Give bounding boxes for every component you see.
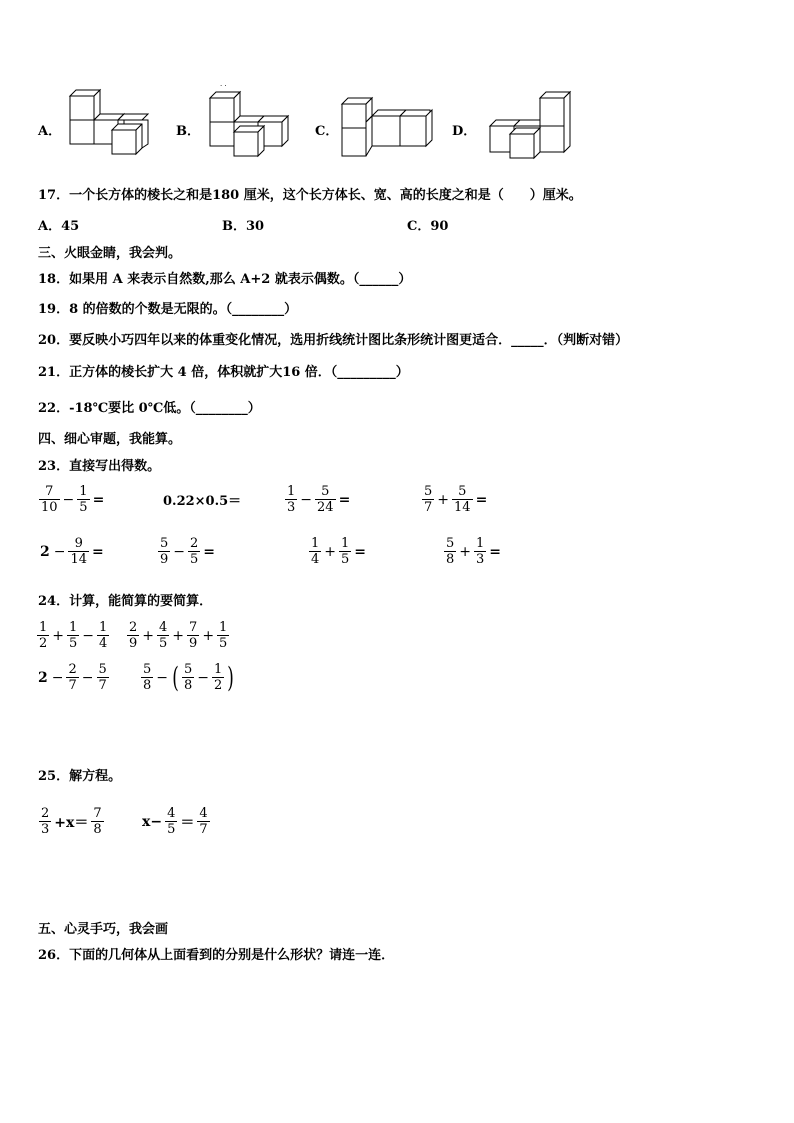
cube-figure-c [340, 96, 436, 160]
cube-figure-d [488, 90, 578, 162]
question-22: 22．-18℃要比 0℃低。（________） [38, 401, 261, 416]
q24-expr-1: $\frac{1}{2}$ + $\frac{1}{5}$ − $\frac{1}{4}$ [39, 620, 108, 651]
q17-option-a[interactable]: A．45 [38, 219, 80, 234]
question-23-title: 23．直接写出得数。 [38, 459, 161, 474]
q17-option-b[interactable]: B．30 [222, 219, 265, 234]
question-24-title: 24．计算，能简算的要简算． [38, 594, 213, 609]
cube-figure-a [62, 88, 154, 160]
option-c-label: C． [315, 124, 339, 139]
q23-expr-6: $\frac{5}{9}$ − $\frac{2}{5}$ = [160, 536, 216, 567]
q23-expr-5: 2 − $\frac{9}{14}$ = [40, 536, 104, 567]
q23-expr-8: $\frac{5}{8}$ + $\frac{1}{3}$ = [446, 536, 502, 567]
question-21: 21．正方体的棱长扩大 4 倍，体积就扩大16 倍．（_________） [38, 365, 409, 380]
option-b-label: B． [176, 124, 200, 139]
cube-figure-b [206, 80, 298, 162]
q25-equation-1: $\frac{2}{3}$ +x＝ $\frac{7}{8}$ [41, 806, 102, 837]
q23-expr-4: $\frac{5}{7}$ + $\frac{5}{14}$ = [424, 484, 488, 515]
section-3-heading: 三、火眼金睛，我会判。 [38, 246, 182, 261]
q23-expr-7: $\frac{1}{4}$ + $\frac{1}{5}$ = [311, 536, 367, 567]
option-d-label: D． [452, 124, 477, 139]
q24-expr-4: $\frac{5}{8}$ − ( $\frac{5}{8}$ − $\frac{1}{2}$ ) [143, 660, 234, 694]
q23-expr-2: 0.22×0.5＝ [163, 494, 242, 509]
section-5-heading: 五、心灵手巧，我会画 [38, 922, 169, 937]
svg-text:. .: . . [220, 80, 227, 88]
question-20: 20．要反映小巧四年以来的体重变化情况，选用折线统计图比条形统计图更适合．_____．（判断对错） [38, 333, 629, 348]
question-17: 17．一个长方体的棱长之和是180 厘米，这个长方体长、宽、高的长度之和是（ ）厘米。 [38, 188, 582, 203]
q17-option-c[interactable]: C．90 [407, 219, 449, 234]
q24-expr-2: $\frac{2}{9}$ + $\frac{4}{5}$ + $\frac{7}{9}$ + $\frac{1}{5}$ [129, 620, 228, 651]
section-4-heading: 四、细心审题，我能算。 [38, 432, 182, 447]
q24-expr-3: 2 − $\frac{2}{7}$ − $\frac{5}{7}$ [38, 662, 107, 693]
option-a-label: A． [38, 124, 62, 139]
q23-expr-1: $\frac{7}{10}$ − $\frac{1}{5}$ = [41, 484, 105, 515]
question-25-title: 25．解方程。 [38, 769, 122, 784]
question-18: 18．如果用 A 来表示自然数,那么 A+2 就表示偶数。（______） [38, 272, 412, 287]
q25-equation-2: x− $\frac{4}{5}$ ＝ $\frac{4}{7}$ [142, 806, 208, 837]
q23-expr-3: $\frac{1}{3}$ − $\frac{5}{24}$ = [287, 484, 351, 515]
question-19: 19．8 的倍数的个数是无限的。（________） [38, 302, 298, 317]
question-26: 26．下面的几何体从上面看到的分别是什么形状？请连一连． [38, 948, 395, 963]
